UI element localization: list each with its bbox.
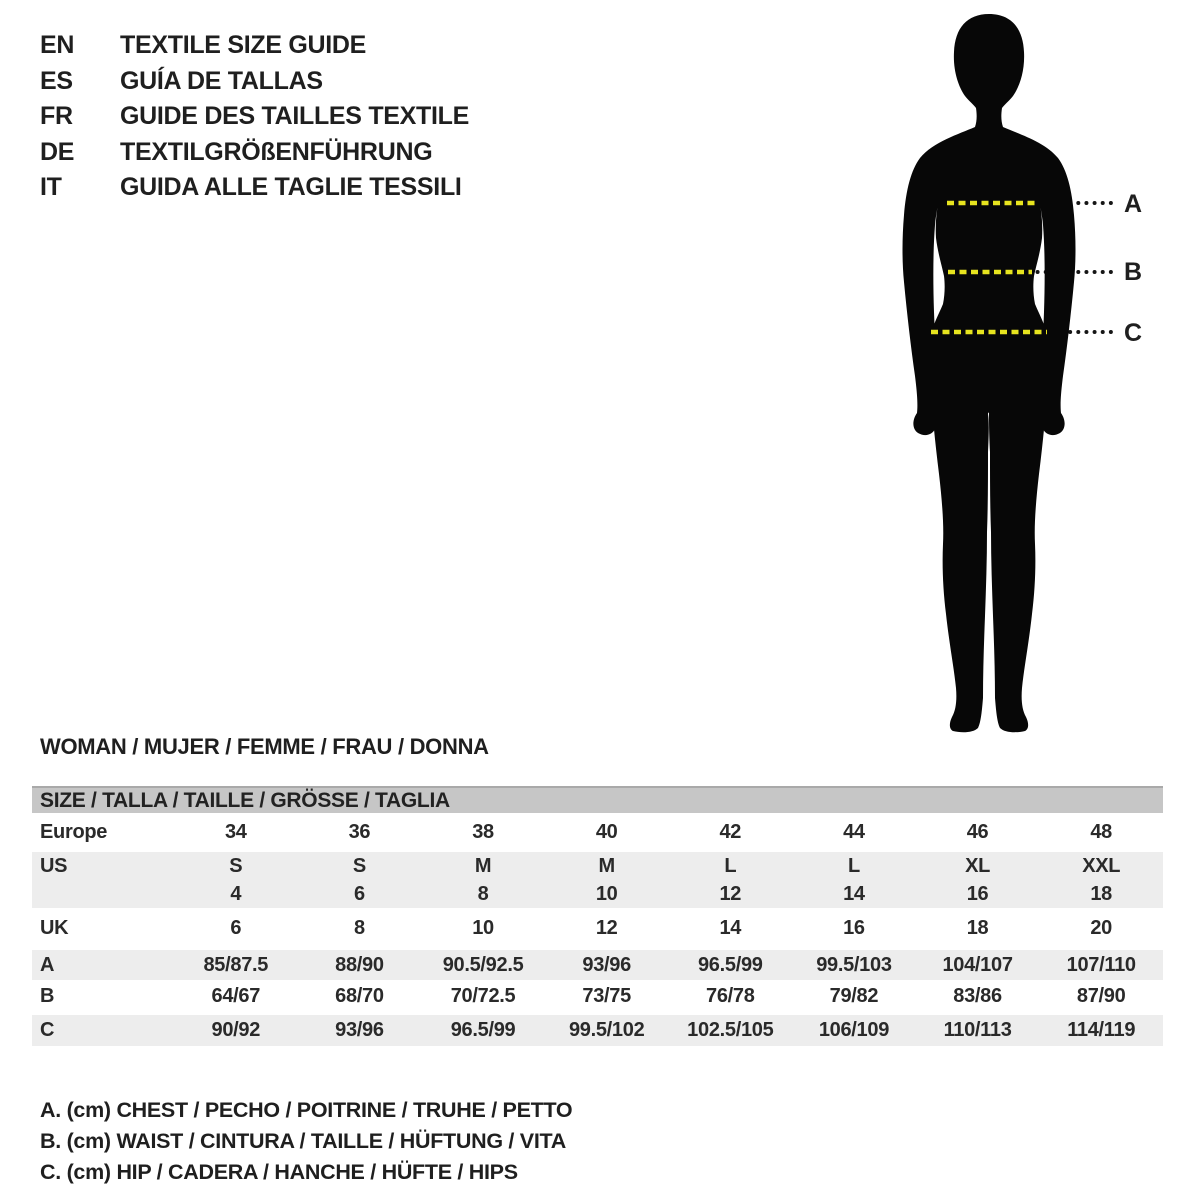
size-cell: XL	[965, 854, 991, 877]
row-label: A	[40, 953, 55, 976]
size-cell: L	[847, 854, 860, 877]
size-cell: 12	[719, 882, 742, 905]
size-cell: 6	[354, 882, 365, 905]
size-cell: 4	[230, 882, 242, 905]
size-cell: 90.5/92.5	[442, 953, 524, 976]
table-row-waist-b	[32, 980, 1163, 1013]
size-cell: S	[352, 854, 366, 877]
size-cell: 12	[595, 916, 618, 939]
size-cell: 34	[224, 821, 247, 843]
language-row-it	[40, 170, 469, 206]
row-label: C	[40, 1019, 55, 1041]
table-row-hip-c	[32, 1015, 1163, 1046]
size-cell: 68/70	[335, 985, 384, 1007]
size-cell: 93/96	[335, 1019, 384, 1041]
language-title: GUÍA DE TALLAS	[120, 66, 323, 95]
legend-hip: C. (cm) HIP / CADERA / HANCHE / HÜFTE / HIPS	[40, 1160, 518, 1184]
language-code: ES	[40, 66, 73, 95]
size-cell: 10	[595, 882, 618, 905]
language-row-fr	[40, 99, 469, 135]
size-cell: 99.5/102	[568, 1019, 645, 1041]
size-table-header: SIZE / TALLA / TAILLE / GRÖSSE / TAGLIA	[32, 786, 1163, 813]
size-cell: 114/119	[1067, 1019, 1136, 1041]
table-row-uk	[32, 908, 1163, 948]
size-cell: M	[474, 854, 492, 877]
size-cell: 73/75	[582, 985, 631, 1007]
language-row-de	[40, 135, 469, 171]
measurement-legend	[40, 1095, 572, 1188]
table-row-us-letters	[32, 852, 1163, 880]
size-cell: 14	[843, 882, 865, 905]
size-cell: 76/78	[706, 985, 755, 1007]
waist-measure-label: B	[1124, 258, 1142, 286]
size-cell: 44	[843, 821, 865, 843]
size-cell: 110/113	[943, 1019, 1012, 1041]
language-title: GUIDA ALLE TAGLIE TESSILI	[120, 173, 462, 202]
chest-measure-label: A	[1124, 190, 1142, 218]
size-cell: 42	[719, 821, 742, 843]
size-cell: 8	[477, 882, 489, 905]
size-table	[32, 786, 1163, 1046]
size-cell: M	[598, 854, 615, 877]
language-code: IT	[40, 173, 62, 202]
legend-chest: A. (cm) CHEST / PECHO / POITRINE / TRUHE / PETTO	[40, 1098, 573, 1122]
language-code: DE	[40, 137, 75, 166]
table-row-chest-a	[32, 950, 1163, 980]
language-code: EN	[40, 31, 75, 60]
size-cell: 14	[719, 916, 742, 939]
language-code: FR	[40, 102, 73, 131]
size-cell: 70/72.5	[450, 985, 516, 1007]
size-cell: 93/96	[582, 953, 631, 976]
language-title: GUIDE DES TAILLES TEXTILE	[120, 102, 470, 131]
size-cell: 16	[966, 882, 989, 905]
woman-silhouette-icon	[895, 10, 1095, 740]
hip-measure-label: C	[1124, 319, 1142, 347]
size-cell: 79/82	[829, 985, 879, 1007]
size-cell: 99.5/103	[816, 953, 892, 976]
row-label: Europe	[40, 821, 108, 843]
size-cell: 104/107	[942, 953, 1013, 976]
size-cell: 48	[1090, 821, 1113, 843]
size-cell: 46	[966, 821, 989, 843]
language-title: TEXTILE SIZE GUIDE	[120, 31, 367, 60]
language-row-en	[40, 28, 469, 64]
size-cell: 87/90	[1076, 985, 1126, 1007]
language-header	[40, 28, 469, 206]
size-cell: 18	[1090, 882, 1113, 905]
size-cell: S	[229, 854, 243, 877]
size-cell: 88/90	[335, 953, 384, 976]
size-cell: 36	[348, 821, 371, 843]
language-row-es	[40, 64, 469, 100]
table-row-us-numbers	[32, 880, 1163, 908]
size-cell: 10	[472, 916, 494, 939]
woman-body-path	[903, 14, 1076, 732]
size-cell: 85/87.5	[203, 953, 269, 976]
woman-silhouette-figure	[895, 10, 1095, 740]
size-cell: 64/67	[211, 985, 261, 1007]
size-cell: 106/109	[818, 1019, 890, 1041]
size-cell: XXL	[1082, 854, 1121, 877]
size-cell: 90/92	[211, 1019, 261, 1041]
row-label: US	[40, 854, 68, 877]
size-cell: 40	[595, 821, 618, 843]
size-cell: 18	[966, 916, 989, 939]
size-cell: 102.5/105	[687, 1019, 774, 1041]
table-row-europe	[32, 813, 1163, 852]
row-label: UK	[40, 916, 69, 939]
size-cell: 8	[354, 916, 365, 939]
size-cell: 96.5/99	[450, 1019, 516, 1041]
size-cell: 20	[1090, 916, 1113, 939]
row-label: B	[40, 985, 55, 1007]
section-title-woman: WOMAN / MUJER / FEMME / FRAU / DONNA	[40, 734, 489, 759]
legend-waist: B. (cm) WAIST / CINTURA / TAILLE / HÜFTUNG / VITA	[40, 1129, 566, 1153]
size-cell: 38	[472, 821, 494, 843]
size-cell: 6	[230, 916, 242, 939]
size-cell: 16	[843, 916, 865, 939]
language-title: TEXTILGRÖßENFÜHRUNG	[120, 137, 433, 166]
size-cell: 96.5/99	[697, 953, 763, 976]
size-cell: L	[724, 854, 737, 877]
size-cell: 83/86	[953, 985, 1002, 1007]
size-cell: 107/110	[1066, 953, 1136, 976]
